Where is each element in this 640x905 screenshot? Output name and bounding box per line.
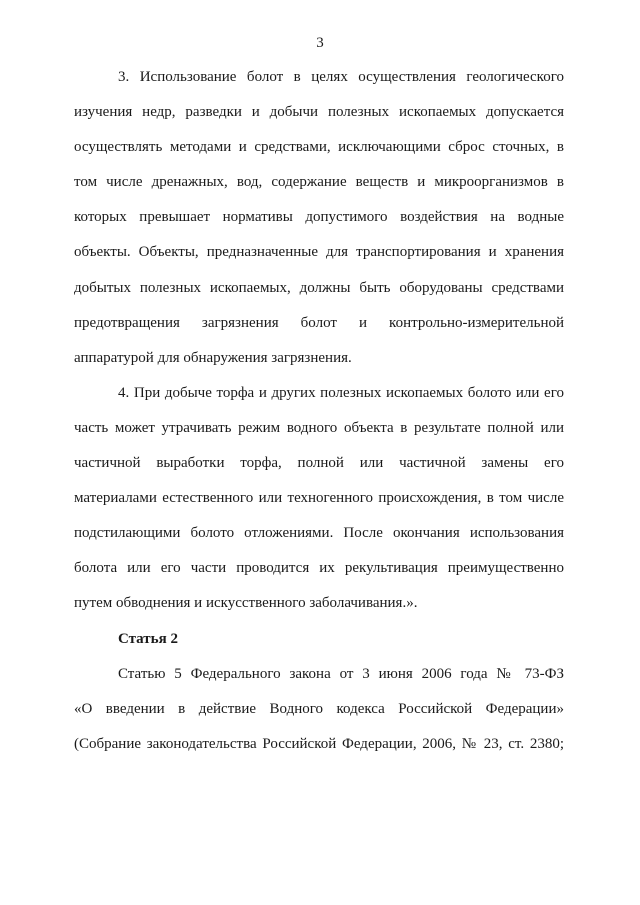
page-number: 3	[316, 35, 324, 51]
text-line: 3. Использование болот в целях осуществления геологического	[118, 69, 564, 85]
document-body	[74, 60, 564, 762]
text-line: подстилающими болото отложениями. После окончания использования	[74, 525, 564, 542]
text-line: которых превышает нормативы допустимого воздействия на водные	[74, 209, 564, 226]
text-line: путем обводнения и искусственного заболачивания.».	[74, 595, 418, 612]
text-line: материалами естественного или техногенного происхождения, в том числе	[74, 490, 564, 507]
text-line: осуществлять методами и средствами, исключающими сброс сточных, в	[74, 139, 564, 156]
text-line: «О введении в действие Водного кодекса Российской Федерации»	[74, 700, 564, 717]
text-line: 4. При добыче торфа и других полезных ископаемых болото или его	[118, 384, 564, 401]
paragraph-4	[74, 376, 564, 622]
text-line: болота или его части проводится их рекультивация преимущественно	[74, 560, 564, 577]
article-heading: Статья 2	[118, 630, 178, 647]
text-line: том числе дренажных, вод, содержание веществ и микроорганизмов в	[74, 174, 564, 191]
text-line: аппаратурой для обнаружения загрязнения.	[74, 349, 352, 366]
text-line: изучения недр, разведки и добычи полезных ископаемых допускается	[74, 104, 564, 121]
text-line: частичной выработки торфа, полной или частичной замены его	[74, 455, 564, 472]
article-2-text	[74, 657, 564, 762]
paragraph-3	[74, 60, 564, 376]
text-line: добытых полезных ископаемых, должны быть оборудованы средствами	[74, 279, 564, 296]
text-line: предотвращения загрязнения болот и контрольно-измерительной	[74, 314, 564, 331]
text-line: (Собрание законодательства Российской Федерации, 2006, № 23, ст. 2380;	[74, 735, 564, 752]
text-line: часть может утрачивать режим водного объекта в результате полной или	[74, 419, 564, 436]
text-line: Статью 5 Федерального закона от 3 июня 2006 года № 73-ФЗ	[118, 665, 564, 682]
text-line: объекты. Объекты, предназначенные для транспортирования и хранения	[74, 244, 564, 261]
